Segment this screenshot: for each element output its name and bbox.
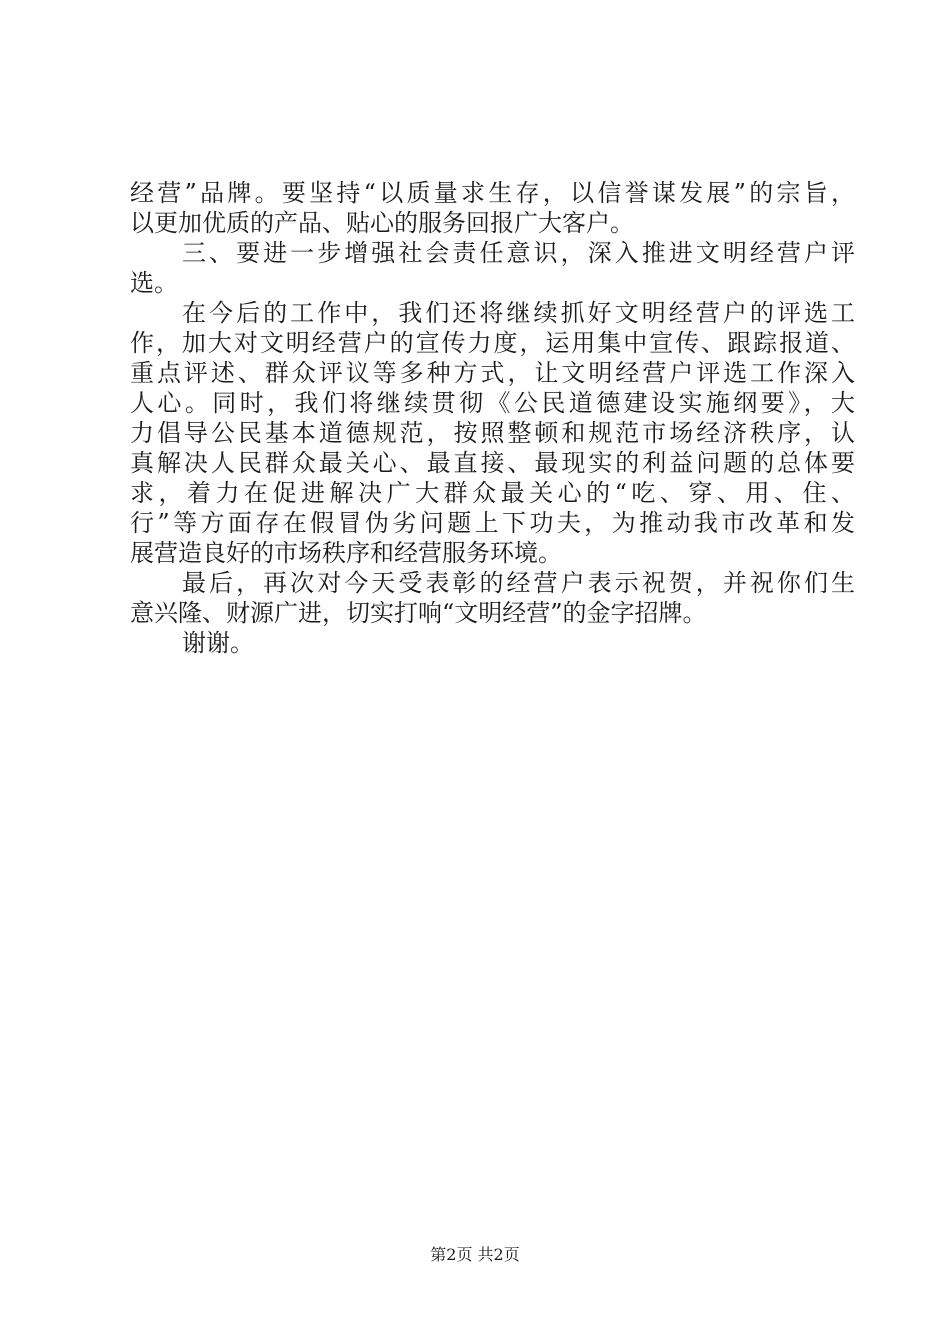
text-line: 人心。同时，我们将继续贯彻《公民道德建设实施纲要》，大 — [130, 389, 855, 417]
text-line: 三、要进一步增强社会责任意识，深入推进文明经营户评 — [182, 239, 855, 267]
text-line: 意兴隆、财源广进，切实打响“文明经营”的金字招牌。 — [130, 599, 707, 627]
text-line: 行”等方面存在假冒伪劣问题上下功夫，为推动我市改革和发 — [130, 509, 855, 537]
text-line: 展营造良好的市场秩序和经营服务环境。 — [130, 539, 562, 567]
text-line: 谢谢。 — [182, 629, 254, 657]
document-body — [130, 178, 855, 658]
page-number: 第2页 共2页 — [430, 1245, 520, 1264]
text-line: 选。 — [130, 269, 178, 297]
text-line: 求，着力在促进解决广大群众最关心的“吃、穿、用、住、 — [130, 479, 855, 507]
text-line: 真解决人民群众最关心、最直接、最现实的利益问题的总体要 — [130, 449, 855, 477]
text-line: 最后，再次对今天受表彰的经营户表示祝贺，并祝你们生 — [182, 569, 855, 597]
text-line: 经营”品牌。要坚持“以质量求生存，以信誉谋发展”的宗旨， — [130, 179, 855, 207]
text-line: 在今后的工作中，我们还将继续抓好文明经营户的评选工 — [182, 299, 855, 327]
text-line: 以更加优质的产品、贴心的服务回报广大客户。 — [130, 209, 634, 237]
text-line: 作，加大对文明经营户的宣传力度，运用集中宣传、跟踪报道、 — [130, 329, 855, 357]
text-line: 重点评述、群众评议等多种方式，让文明经营户评选工作深入 — [130, 359, 855, 387]
text-line: 力倡导公民基本道德规范，按照整顿和规范市场经济秩序，认 — [130, 419, 855, 447]
